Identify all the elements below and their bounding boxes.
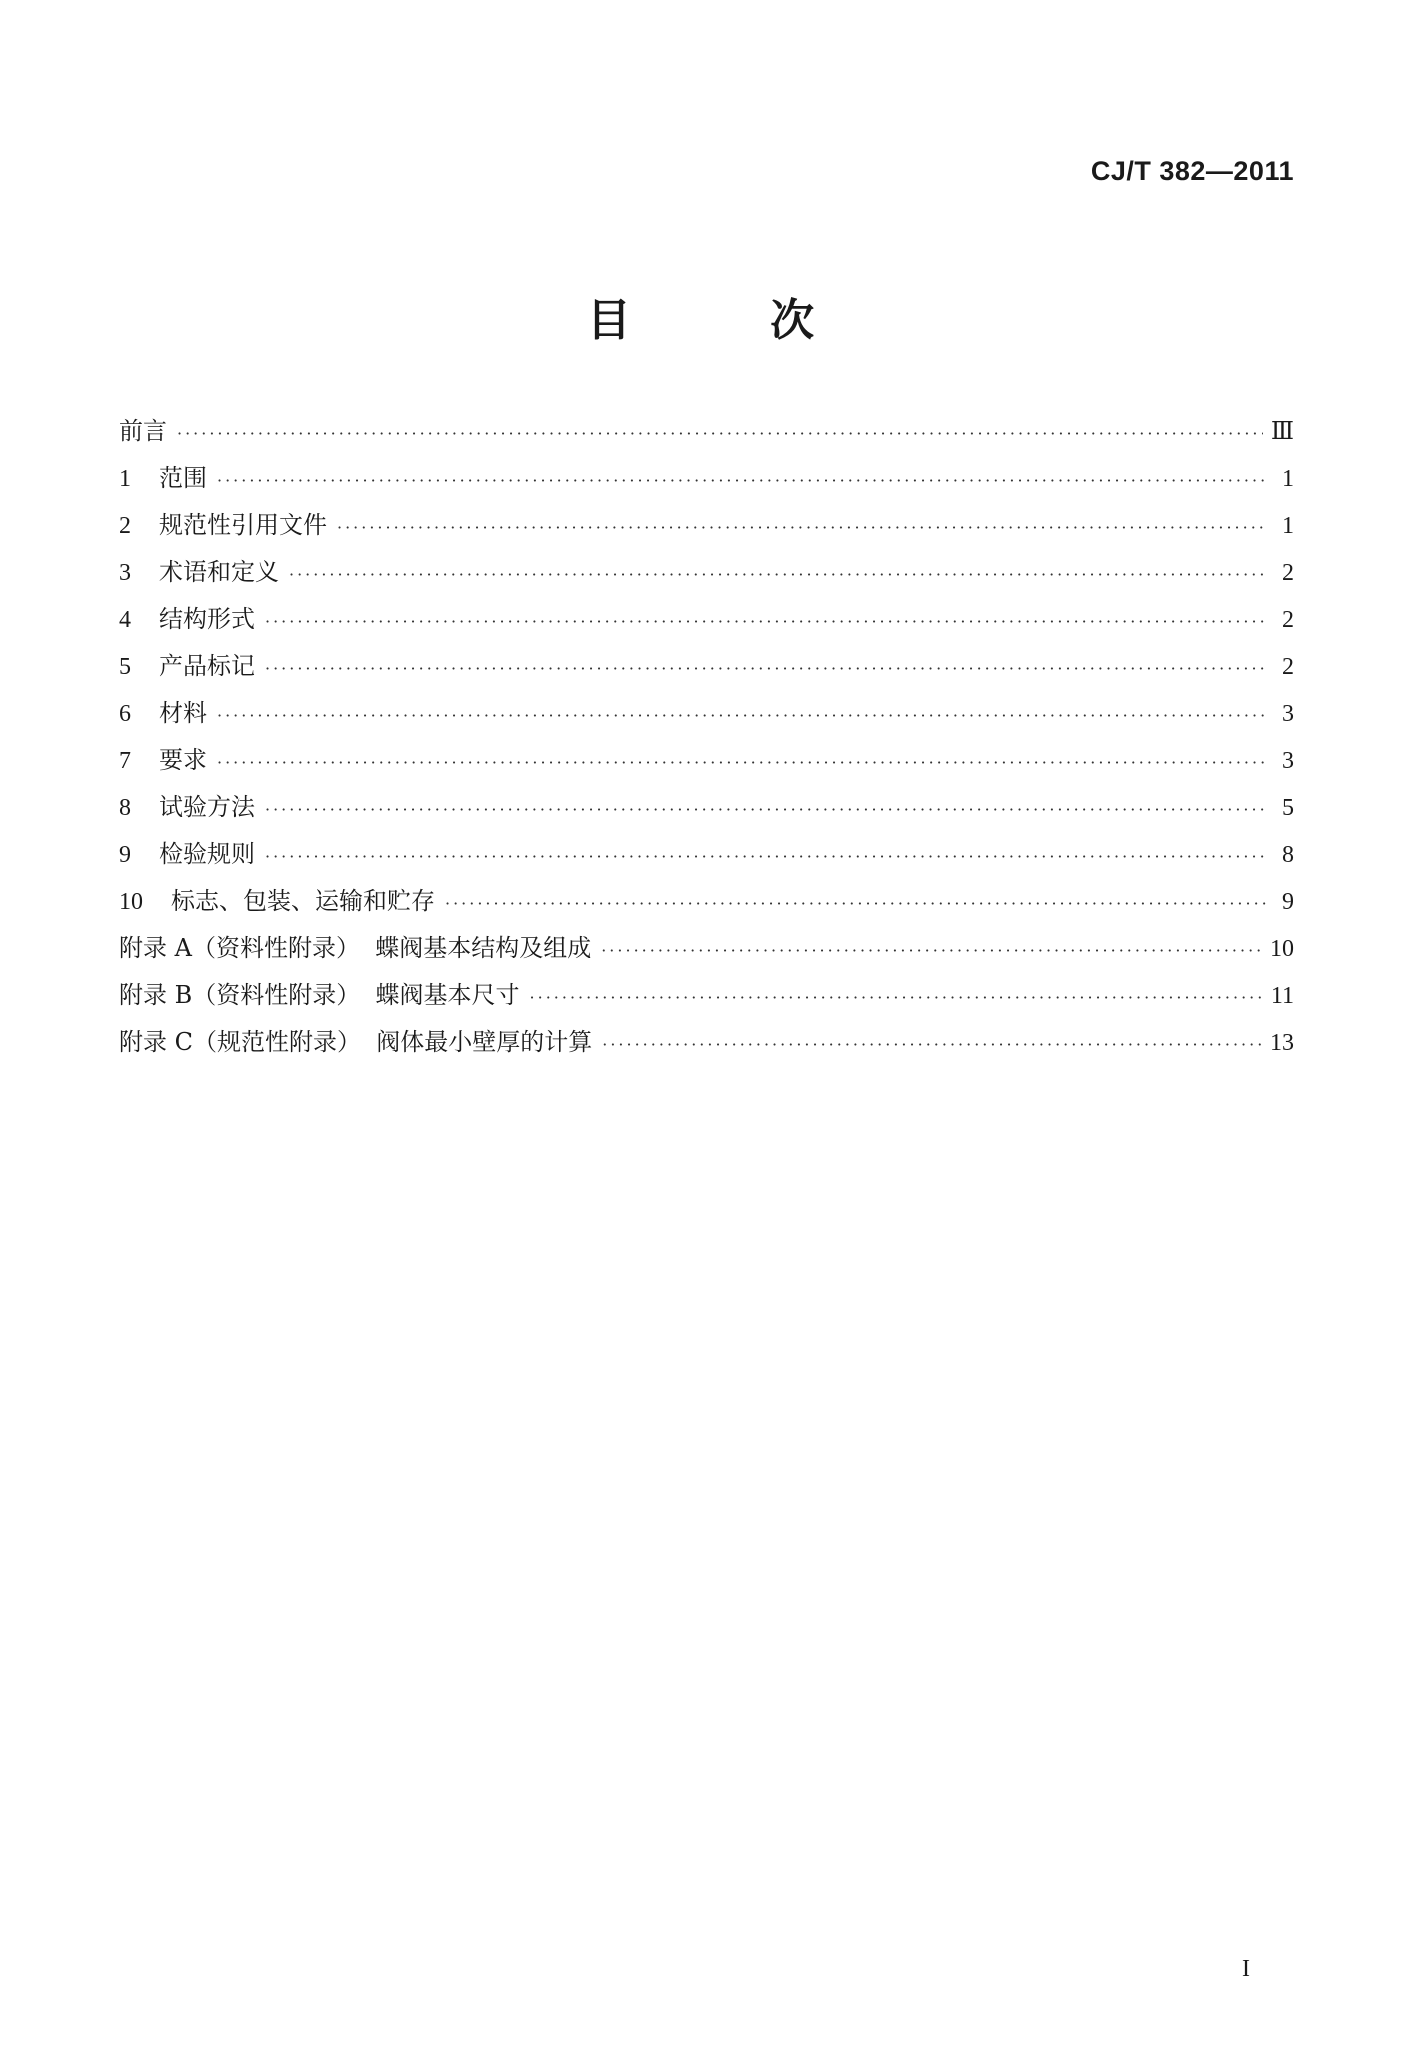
toc-entry-page: 11 xyxy=(1270,983,1294,1009)
toc-entry-page: 9 xyxy=(1282,889,1294,915)
toc-entry-page: 2 xyxy=(1282,560,1294,586)
page-title: 目 次 xyxy=(586,295,877,346)
toc-entry-label: 试验方法 xyxy=(159,793,255,821)
toc-entry-page: 10 xyxy=(1270,936,1294,962)
toc-entry-label: 材料 xyxy=(159,699,207,727)
toc-dot-leader xyxy=(265,645,1266,692)
toc-dot-leader xyxy=(337,504,1266,551)
toc-entry-number: 9 xyxy=(119,842,131,868)
toc-entry-number: 1 xyxy=(119,466,131,492)
toc-entry-3[interactable] xyxy=(119,549,1294,596)
toc-entry-page: 1 xyxy=(1282,513,1294,539)
toc-entry-label: 要求 xyxy=(159,746,207,774)
toc-dot-leader xyxy=(265,786,1266,833)
toc-entry-page: 8 xyxy=(1282,842,1294,868)
toc-entry-label: 规范性引用文件 xyxy=(159,511,327,539)
toc-entry-label: 产品标记 xyxy=(159,652,255,680)
toc-entry-page: 1 xyxy=(1282,466,1294,492)
toc-entry-number: 4 xyxy=(119,607,131,633)
toc-entry-label: 检验规则 xyxy=(159,840,255,868)
standard-code: CJ/T 382—2011 xyxy=(1090,156,1294,186)
toc-dot-leader xyxy=(445,880,1266,927)
toc-entry-label: 附录 B（资料性附录） 蝶阀基本尺寸 xyxy=(119,981,520,1009)
toc-entry-number: 8 xyxy=(119,795,131,821)
toc-dot-leader xyxy=(601,927,1262,974)
toc-entry-2[interactable] xyxy=(119,502,1294,549)
toc-entry-label: 范围 xyxy=(159,464,207,492)
toc-entry-label: 标志、包装、运输和贮存 xyxy=(171,887,435,915)
toc-entry-6[interactable] xyxy=(119,690,1294,737)
toc-entry-label: 术语和定义 xyxy=(159,558,279,586)
toc-entry-number: 6 xyxy=(119,701,131,727)
toc-entry-number: 7 xyxy=(119,748,131,774)
page-number: I xyxy=(1242,1956,1250,1982)
table-of-contents xyxy=(119,408,1294,1066)
toc-dot-leader xyxy=(265,833,1266,880)
toc-entry-7[interactable] xyxy=(119,737,1294,784)
toc-entry-appendix-b[interactable] xyxy=(119,972,1294,1019)
toc-entry-label: 前言 xyxy=(119,417,167,445)
toc-dot-leader xyxy=(530,974,1263,1021)
toc-entry-page: 3 xyxy=(1282,701,1294,727)
toc-entry-8[interactable] xyxy=(119,784,1294,831)
toc-entry-10[interactable] xyxy=(119,878,1294,925)
toc-entry-number: 3 xyxy=(119,560,131,586)
toc-entry-page: Ⅲ xyxy=(1270,419,1294,445)
toc-entry-page: 13 xyxy=(1270,1030,1294,1056)
toc-entry-number: 10 xyxy=(119,889,143,915)
toc-entry-page: 3 xyxy=(1282,748,1294,774)
toc-entry-label: 附录 A（资料性附录） 蝶阀基本结构及组成 xyxy=(119,934,592,962)
toc-dot-leader xyxy=(217,739,1266,786)
toc-entry-number: 5 xyxy=(119,654,131,680)
toc-dot-leader xyxy=(289,551,1266,598)
toc-dot-leader xyxy=(217,692,1266,739)
toc-entry-appendix-a[interactable] xyxy=(119,925,1294,972)
toc-entry-page: 2 xyxy=(1282,654,1294,680)
toc-dot-leader xyxy=(217,457,1266,504)
toc-entry-5[interactable] xyxy=(119,643,1294,690)
toc-dot-leader xyxy=(177,410,1263,457)
toc-entry-number: 2 xyxy=(119,513,131,539)
toc-entry-label: 结构形式 xyxy=(159,605,255,633)
toc-entry-9[interactable] xyxy=(119,831,1294,878)
toc-entry-appendix-c[interactable] xyxy=(119,1019,1294,1066)
toc-entry-1[interactable] xyxy=(119,455,1294,502)
toc-dot-leader xyxy=(265,598,1266,645)
toc-entry-4[interactable] xyxy=(119,596,1294,643)
toc-entry-page: 5 xyxy=(1282,795,1294,821)
toc-entry-foreword[interactable] xyxy=(119,408,1294,455)
toc-dot-leader xyxy=(602,1021,1262,1068)
toc-entry-page: 2 xyxy=(1282,607,1294,633)
toc-entry-label: 附录 C（规范性附录） 阀体最小壁厚的计算 xyxy=(119,1028,593,1056)
